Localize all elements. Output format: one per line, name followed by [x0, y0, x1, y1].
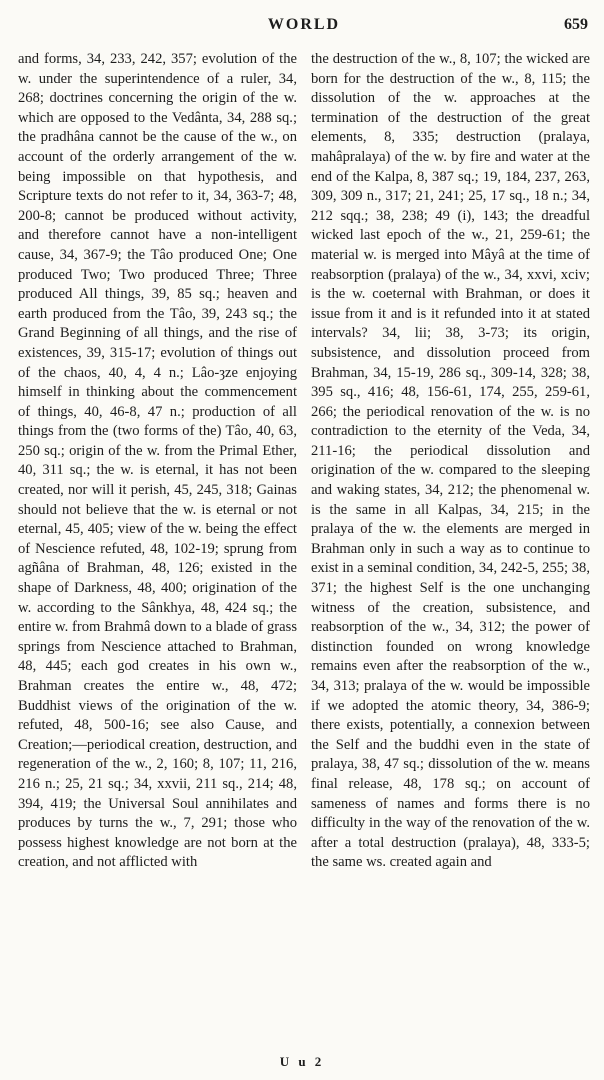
signature-mark: U u 2 — [279, 1054, 325, 1069]
page-number: 659 — [564, 16, 588, 33]
running-header — [20, 16, 588, 38]
page-title: WORLD — [267, 16, 341, 33]
index-columns — [18, 50, 590, 1040]
left-column — [18, 50, 297, 1040]
right-column — [311, 50, 590, 1040]
right-column-text: the destruction of the w., 8, 107; the wicked are born for the destruction of the w., 8, 115; the dissolution of the w. approaches at the termination of the destruction of the great elements, 8, 335; destruction (pralaya, mahâpralaya) of the w. by fire and water at the end of the Kalpa, 8, 387 sq.; 19, 184, 237, 263, 309, 309 n., 317; 21, 241; 25, 17 sq., 18 n.; 34, 212 sqq.; 38, 238; 49 (i), 143; the dreadful wicked last epoch of the w., 21, 259-61; the material w. is merged into Mâyâ at the time of reabsorption (pralaya) of the w., 34, xxvi, xciv; is the w. coeternal with Brahman, or does it issue from it and is it refunded into it at stated intervals? 34, lii; 38, 3-73; its origin, subsistence, and dissolution proceed from Brahman, 34, 15-19, 286 sq., 309-14, 328; 38, 395 sq., 416; 48, 156-61, 174, 255, 259-61, 266; the periodical renovation of the w. is no contradiction to the eternity of the Veda, 34, 211-16; the periodical dissolution and origination of the w. compared to the sleeping and waking states, 34, 212; the phenomenal w. is the same in all Kalpas, 34, 215; in the pralaya of the w. the elements are merged in Brahman only in such a way as to continue to exist in a seminal condition, 34, 242-5, 255; 38, 371; the highest Self is the one unchanging witness of the creation, subsistence, and reabsorption of the w., 34, 312; the power of distinction founded on wrong knowledge remains even after the reabsorption of the w., 34, 313; pralaya of the w. would be impossible if we adopted the atomic theory, 34, 386-9; there exists, potentially, a connexion between the Self and the buddhi even in the state of pralaya, 38, 47 sq.; dissolution of the w. means final release, 48, 178 sq.; on account of sameness of names and forms there is no difficulty in the way of the renovation of the w. after a total destruction (pralaya), 48, 333-5; the same ws. created again and — [311, 51, 590, 871]
left-column-text: and forms, 34, 233, 242, 357; evolution of the w. under the superintendence of a ruler, 34, 268; doctrines concerning the origin of the w. which are opposed to the Vedânta, 34, 288 sq.; the pradhâna cannot be the cause of the w., on account of the orderly arrangement of the w. being impossible on that hypothesis, and Scripture texts do not refer to it, 34, 363-7; 48, 200-8; cannot be produced without activity, and therefore cannot have a non-intelligent cause, 34, 367-9; the Tâo produced One; One produced Two; Two produced Three; Three produced All things, 39, 85 sq.; heaven and earth produced from the Tâo, 39, 243 sq.; the Grand Beginning of all things, and the rise of existences, 39, 315-17; evolution of things out of the chaos, 40, 4, 4 n.; Lâo-ȝze enjoying himself in thinking about the commencement of things, 40, 46-8, 47 n.; production of all things from the (two forms of the) Tâo, 40, 63, 250 sq.; origin of the w. from the Primal Ether, 40, 311 sq.; the w. is eternal, it has not been created, nor will it perish, 45, 245, 318; Gainas should not believe that the w. is eternal or not eternal, 45, 405; view of the w. being the effect of Nescience refuted, 48, 102-19; sprung from agñâna of Brahman, 48, 126; existed in the shape of Darkness, 48, 400; origination of the w. according to the Sânkhya, 48, 424 sq.; the entire w. from Brahmâ down to a blade of grass springs from Nescience attached to Brahman, 48, 445; each god creates in his own w., Brahman creates the entire w., 48, 472; Buddhist views of the origination of the w. refuted, 48, 500-16; see also Cause, and Creation;—periodical creation, destruction, and regeneration of the w., 2, 160; 8, 107; 11, 216, 216 n.; 25, 21 sq.; 34, xxvii, 211 sq., 214; 48, 394, 419; the Universal Soul annihilates and produces by turns the w., 7, 291; those who possess highest knowledge are not born at the creation, and not afflicted with — [18, 51, 297, 871]
